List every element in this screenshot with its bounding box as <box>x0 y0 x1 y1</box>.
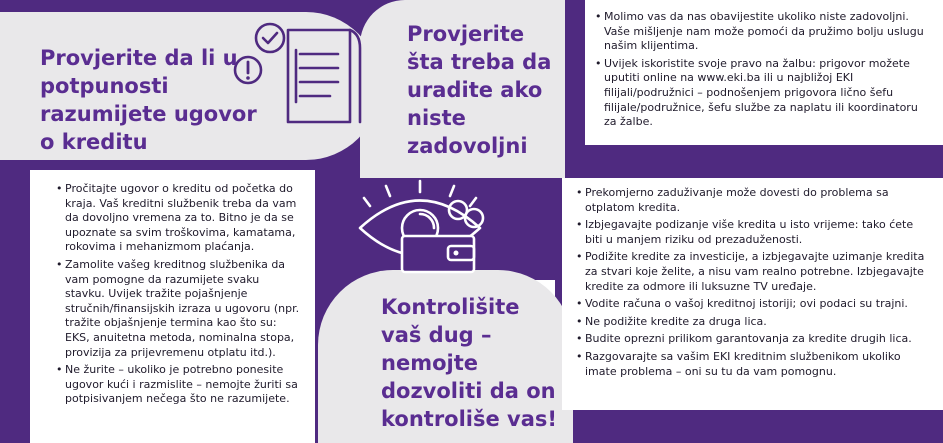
list-item: • Zamolite vašeg kreditnog službenika da vam pomogne da razumijete svaku stavku. Uvijek tražite pojašnjenje stručnih/finansijskih izraza u ugovoru (npr. tražite objašnjenje termina kao što su: EKS, anuitetna metoda, nominalna stopa, provizija za prijevremenu otplatu itd.). <box>56 258 301 360</box>
list-item: • Ne podižite kredite za druga lica. <box>576 315 929 330</box>
list-item: • Molimo vas da nas obavijestite ukoliko niste zadovoljni. Vaše mišljenje nam može pomoći da pružimo bolju uslugu našim klijentima. <box>595 10 931 54</box>
list-item: • Podižite kredite za investicije, a izbjegavajte uzimanje kredita za stvari koje želite, a nisu vam realno potrebne. Izbjegavajte kredite za odmore ili luksuzne TV uređaje. <box>576 250 929 294</box>
list-item: • Vodite računa o vašoj kreditnoj istoriji; ovi podaci su trajni. <box>576 297 929 312</box>
understand-contract-box <box>30 170 315 443</box>
list-item: • Ne žurite – ukoliko je potrebno ponesite ugovor kući i razmislite – nemojte žuriti sa potpisivanjem nečega što ne razumijete. <box>56 363 301 407</box>
unsatisfied-list <box>595 10 931 130</box>
list-item: • Prekomjerno zaduživanje može dovesti do problema sa otplatom kredita. <box>576 186 929 215</box>
control-debt-list <box>576 186 929 379</box>
list-item: • Pročitajte ugovor o kreditu od početka do kraja. Vaš kreditni službenik treba da vam da dovoljno vremena za to. Bitno je da se upoznate sa svim troškovima, kamatama, rokovima i mehanizmom plaćanja. <box>56 182 301 255</box>
unsatisfied-box <box>585 0 943 145</box>
list-item: • Izbjegavajte podizanje više kredita u isto vrijeme: tako ćete biti u manjem riziku od prezaduženosti. <box>576 218 929 247</box>
control-debt-title: Kontrolišite vaš dug – nemojte dozvoliti da on kontroliše vas! <box>381 295 557 431</box>
list-item: • Uvijek iskoristite svoje pravo na žalbu: prigovor možete uputiti online na www.eki.ba ili u najbližoj EKI filijali/podružnici – podnošenjem prigovora lično šefu filijale/podružnice, šefu službe za naplatu ili koordinatoru za žalbe. <box>595 57 931 130</box>
understand-contract-title: Provjerite da li u potpunosti razumijete ugovor o kreditu <box>40 46 257 154</box>
list-item: • Razgovarajte sa vašim EKI kreditnim službenikom ukoliko imate problema – oni su tu da vam pomognu. <box>576 350 929 379</box>
list-item: • Budite oprezni prilikom garantovanja za kredite drugih lica. <box>576 332 929 347</box>
understand-contract-list <box>56 182 301 407</box>
unsatisfied-title: Provjerite šta treba da uradite ako niste zadovoljni <box>407 22 552 158</box>
eye-wallet-icon <box>350 176 510 276</box>
control-debt-box <box>562 178 943 410</box>
